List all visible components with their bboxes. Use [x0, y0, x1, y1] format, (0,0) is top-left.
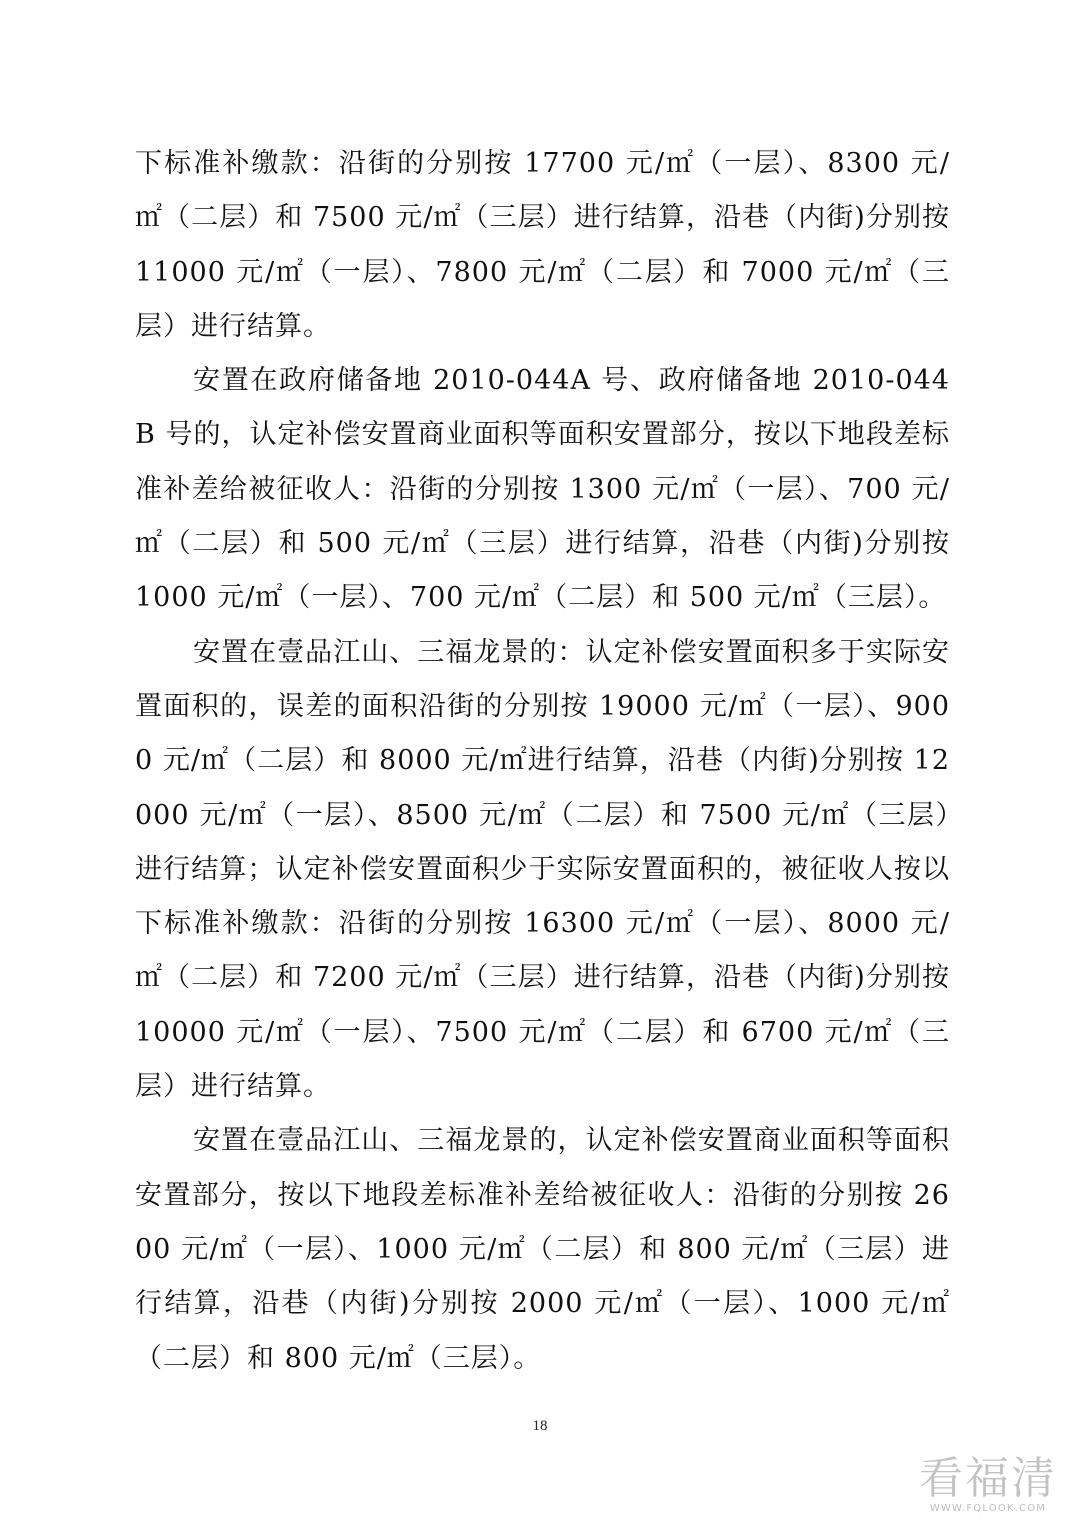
body-text: [135, 137, 950, 1386]
paragraph-2: 安置在政府储备地 2010-044A 号、政府储备地 2010-044B 号的，认定补偿安置商业面积等面积安置部分，按以下地段差标准补差给被征收人：沿街的分别按 1300 元/㎡（一层）、700 元/㎡（二层）和 500 元/㎡（三层）进行结算，沿巷（内街)分别按 1000 元/㎡（一层）、700 元/㎡（二层）和 500 元/㎡（三层）。: [135, 365, 950, 614]
page-number: 18: [532, 1418, 548, 1434]
site-watermark: [918, 1455, 1058, 1514]
paragraph-3: 安置在壹品江山、三福龙景的：认定补偿安置面积多于实际安置面积的，误差的面积沿街的分别按 19000 元/㎡（一层）、9000 元/㎡（二层）和 8000 元/㎡进行结算，沿巷（内街)分别按 12000 元/㎡（一层）、8500 元/㎡（二层）和 7500 元/㎡（三层）进行结算；认定补偿安置面积少于实际安置面积的，被征收人按以下标准补缴款：沿街的分别按 16300 元/㎡（一层）、8000 元/㎡（二层）和 7200 元/㎡（三层）进行结算，沿巷（内街)分别按 10000 元/㎡（一层）、7500 元/㎡（二层）和 6700 元/㎡（三层）进行结算。: [135, 636, 950, 1103]
paragraph-4: 安置在壹品江山、三福龙景的，认定补偿安置商业面积等面积安置部分，按以下地段差标准补差给被征收人：沿街的分别按 2600 元/㎡（一层）、1000 元/㎡（二层）和 800 元/㎡（三层）进行结算，沿巷（内街)分别按 2000 元/㎡（一层）、1000 元/㎡（二层）和 800 元/㎡（三层）。: [135, 1125, 950, 1374]
watermark-url: WWW.FQLOOK.COM: [929, 1503, 1047, 1514]
paragraph-1: 下标准补缴款：沿街的分别按 17700 元/㎡（一层）、8300 元/㎡（二层）和 7500 元/㎡（三层）进行结算，沿巷（内街)分别按 11000 元/㎡（一层）、7800 元/㎡（二层）和 7000 元/㎡（三层）进行结算。: [135, 148, 950, 342]
watermark-logo: 看福清: [919, 1453, 1057, 1504]
